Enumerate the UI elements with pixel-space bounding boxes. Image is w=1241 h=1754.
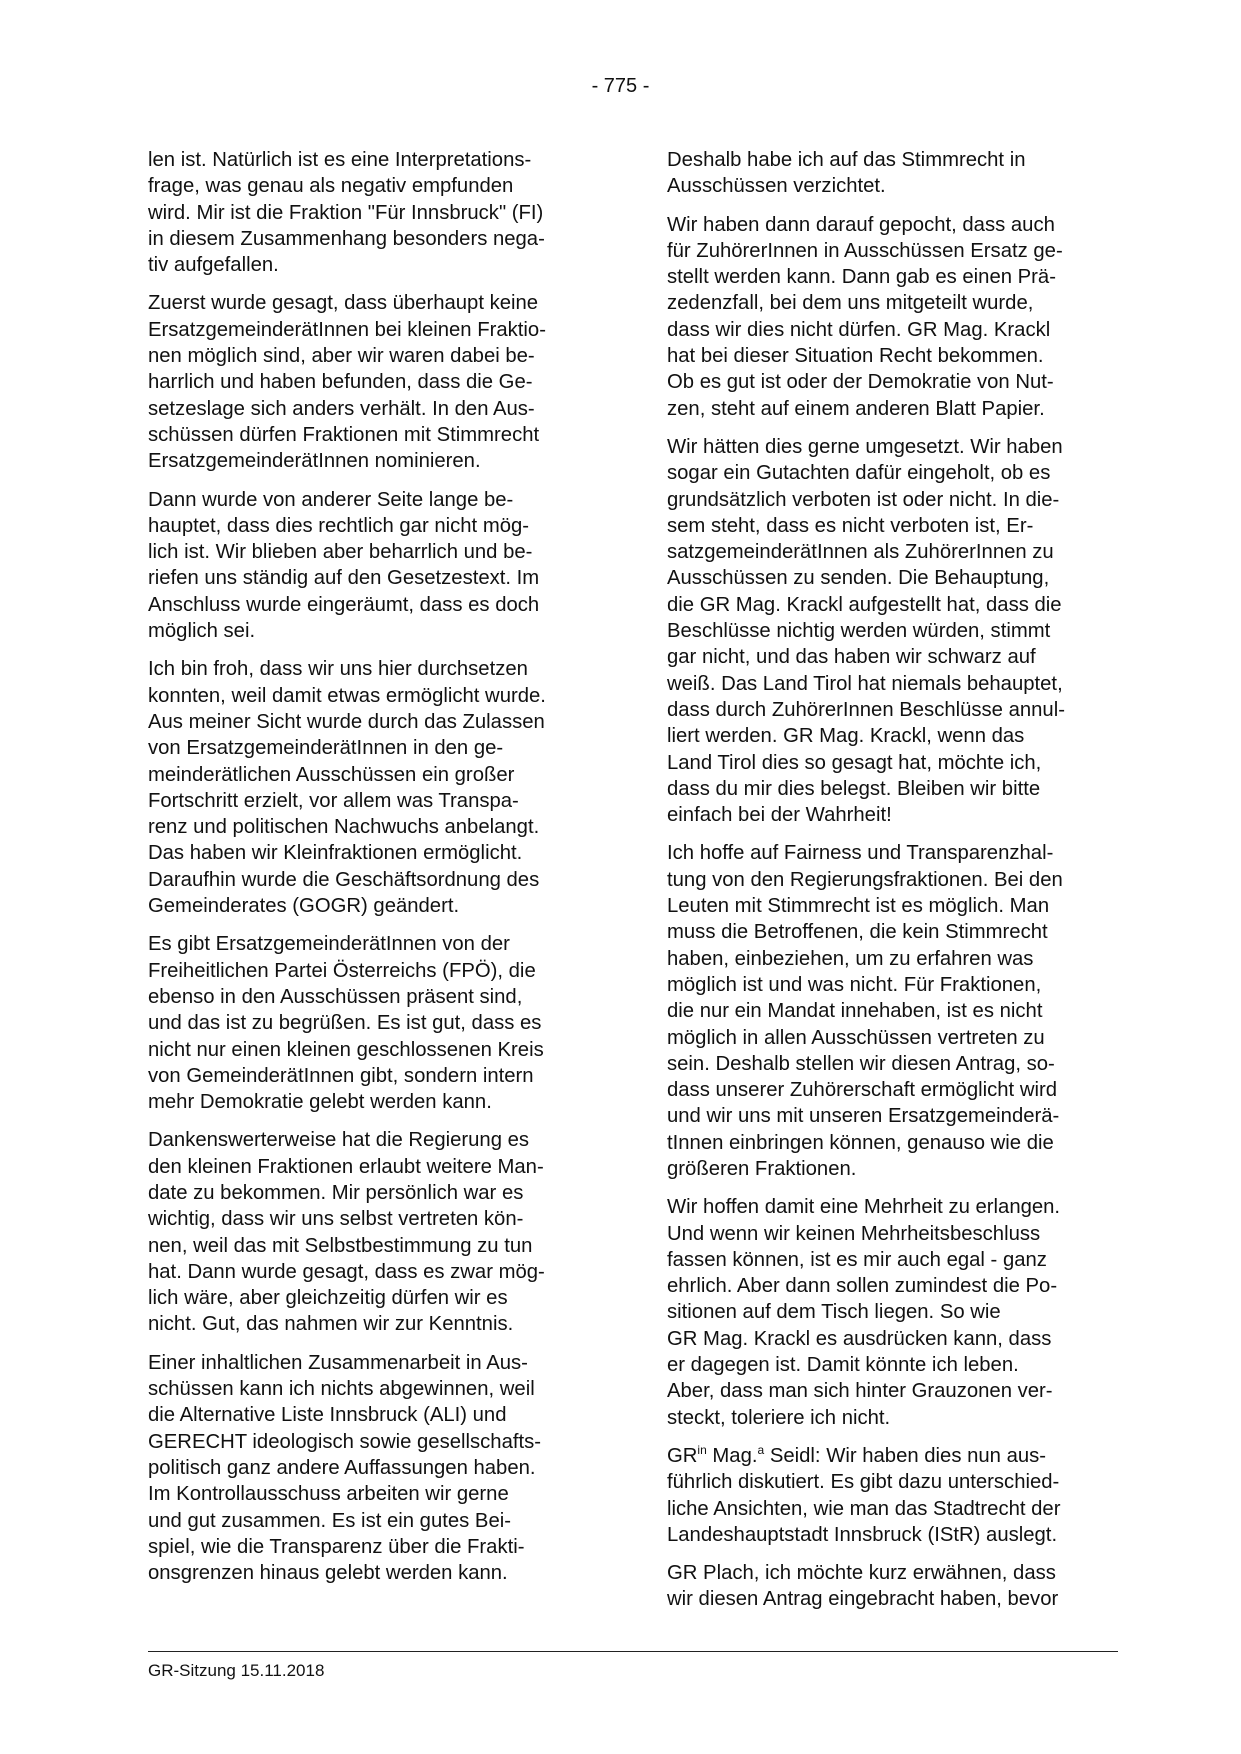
paragraph-line: liert werden. GR Mag. Krackl, wenn das [667,725,1025,748]
right-column [667,147,1112,1625]
paragraph-line: und das ist zu begrüßen. Es ist gut, dass es [148,1012,542,1035]
paragraph-line: die Alternative Liste Innsbruck (ALI) und [148,1404,507,1427]
footer-text: GR-Sitzung 15.11.2018 [148,1661,325,1680]
paragraph-line: Ich bin froh, dass wir uns hier durchsetzen [148,658,528,681]
paragraph-line: wichtig, dass wir uns selbst vertreten kön- [148,1208,524,1231]
paragraph-line: nicht. Gut, das nahmen wir zur Kenntnis. [148,1313,514,1336]
paragraph-line: Land Tirol dies so gesagt hat, möchte ich, [667,751,1042,774]
paragraph-line: Und wenn wir keinen Mehrheitsbeschluss [667,1222,1041,1245]
paragraph-line: setzeslage sich anders verhält. In den Aus- [148,397,535,420]
paragraph-line: in diesem Zusammenhang besonders nega- [148,227,545,250]
paragraph-line: frage, was genau als negativ empfunden [148,175,514,198]
paragraph-line: Einer inhaltlichen Zusammenarbeit in Aus- [148,1351,528,1374]
paragraph [667,147,1112,200]
paragraph [667,1194,1112,1431]
paragraph-line: größeren Fraktionen. [667,1157,857,1180]
paragraph-line: Wir hoffen damit eine Mehrheit zu erlangen. [667,1196,1061,1219]
paragraph-line: Es gibt ErsatzgemeinderätInnen von der [148,933,510,956]
paragraph-line: wir diesen Antrag eingebracht haben, bevor [667,1588,1059,1611]
left-column [148,147,593,1598]
paragraph-line: ErsatzgemeinderätInnen bei kleinen Fraktio- [148,318,546,341]
paragraph-line: Beschlüsse nichtig werden würden, stimmt [667,620,1051,643]
paragraph-line: tung von den Regierungsfraktionen. Bei den [667,868,1063,891]
paragraph-line: hauptet, dass dies rechtlich gar nicht mög- [148,514,530,537]
paragraph-line: er dagegen ist. Damit könnte ich leben. [667,1354,1019,1377]
paragraph-line: führlich diskutiert. Es gibt dazu unterschied- [667,1471,1060,1494]
paragraph [148,487,593,645]
paragraph-line: Ob es gut ist oder der Demokratie von Nut- [667,371,1054,394]
paragraph-line: tInnen einbringen können, genauso wie die [667,1131,1054,1154]
paragraph-line: sogar ein Gutachten dafür eingeholt, ob es [667,462,1051,485]
paragraph-line: harrlich und haben befunden, dass die Ge- [148,371,533,394]
paragraph [667,212,1112,422]
paragraph-line: date zu bekommen. Mir persönlich war es [148,1181,524,1204]
paragraph-line: hat. Dann wurde gesagt, dass es zwar mög- [148,1260,545,1283]
paragraph-line: sem steht, dass es nicht verboten ist, Er- [667,514,1034,537]
speaker-title-suffix: in [697,1443,707,1458]
footer-divider [148,1651,1118,1652]
paragraph-line: onsgrenzen hinaus gelebt werden kann. [148,1562,508,1585]
paragraph-line: Fortschritt erzielt, vor allem was Transpa- [148,789,519,812]
speaker-degree: Mag. [706,1444,758,1467]
speaker-paragraph [667,1443,1112,1548]
paragraph-line: Anschluss wurde eingeräumt, dass es doch [148,593,540,616]
paragraph-line: wird. Mir ist die Fraktion "Für Innsbruck" (FI) [148,201,544,224]
paragraph-line: stellt werden kann. Dann gab es einen Prä- [667,266,1056,289]
paragraph-line: weiß. Das Land Tirol hat niemals behauptet, [667,672,1063,695]
paragraph-line: Ich hoffe auf Fairness und Transparenzhal- [667,842,1054,865]
paragraph-line: ErsatzgemeinderätInnen nominieren. [148,450,481,473]
paragraph-line: mehr Demokratie gelebt werden kann. [148,1091,492,1114]
paragraph-line: steckt, toleriere ich nicht. [667,1406,891,1429]
paragraph-line: GR Mag. Krackl es ausdrücken kann, dass [667,1327,1052,1350]
paragraph-line: konnten, weil damit etwas ermöglicht wurde. [148,684,546,707]
paragraph-line: meinderätlichen Ausschüssen ein großer [148,763,515,786]
paragraph-line: lich wäre, aber gleichzeitig dürfen wir es [148,1287,508,1310]
paragraph-line: riefen uns ständig auf den Gesetzestext. Im [148,567,540,590]
paragraph-line: möglich in allen Ausschüssen vertreten zu [667,1026,1045,1049]
paragraph-line: muss die Betroffenen, die kein Stimmrecht [667,921,1048,944]
paragraph-line: Leuten mit Stimmrecht ist es möglich. Man [667,895,1050,918]
paragraph-line: für ZuhörerInnen in Ausschüssen Ersatz ge- [667,239,1063,262]
paragraph-line: Dann wurde von anderer Seite lange be- [148,488,514,511]
paragraph-line: die nur ein Mandat innehaben, ist es nicht [667,1000,1043,1023]
paragraph-line: schüssen dürfen Fraktionen mit Stimmrecht [148,423,540,446]
paragraph-line: Das haben wir Kleinfraktionen ermöglicht. [148,842,523,865]
paragraph-line: von ErsatzgemeinderätInnen in den ge- [148,737,504,760]
paragraph-line: zedenzfall, bei dem uns mitgeteilt wurde, [667,292,1034,315]
paragraph [148,290,593,474]
last-paragraph [667,1560,1112,1613]
speaker-text-start: : Wir haben dies nun aus- [814,1444,1047,1467]
paragraph-line: nicht nur einen kleinen geschlossenen Kreis [148,1038,544,1061]
paragraph-line: den kleinen Fraktionen erlaubt weitere Man- [148,1155,544,1178]
paragraph-line: Im Kontrollausschuss arbeiten wir gerne [148,1483,509,1506]
paragraph-line: Deshalb habe ich auf das Stimmrecht in [667,149,1026,171]
paragraph [148,147,593,278]
paragraph-line: satzgemeinderätInnen als ZuhörerInnen zu [667,541,1054,564]
paragraph-line: tiv aufgefallen. [148,254,279,277]
paragraph-line: möglich ist und was nicht. Für Fraktionen, [667,973,1042,996]
speaker-title: GR [667,1444,698,1467]
paragraph [667,840,1112,1182]
paragraph-line: Ausschüssen zu senden. Die Behauptung, [667,567,1050,590]
paragraph-line: von GemeinderätInnen gibt, sondern intern [148,1064,534,1087]
paragraph [148,931,593,1115]
paragraph [148,656,593,919]
paragraph-line: Zuerst wurde gesagt, dass überhaupt keine [148,292,539,315]
paragraph [667,434,1112,828]
paragraph-line: Landeshauptstadt Innsbruck (IStR) auslegt. [667,1523,1058,1546]
paragraph-line: GERECHT ideologisch sowie gesellschafts- [148,1430,542,1453]
paragraph-line: die GR Mag. Krackl aufgestellt hat, dass die [667,593,1062,616]
paragraph-line: nen möglich sind, aber wir waren dabei be- [148,345,535,368]
paragraph-line: dass wir dies nicht dürfen. GR Mag. Krackl [667,318,1051,341]
paragraph-line: einfach bei der Wahrheit! [667,804,892,827]
paragraph-line: renz und politischen Nachwuchs anbelangt. [148,816,540,839]
paragraph-line: und gut zusammen. Es ist ein gutes Bei- [148,1509,511,1532]
paragraph-line: schüssen kann ich nichts abgewinnen, weil [148,1378,535,1401]
paragraph-line: politisch ganz andere Auffassungen haben. [148,1456,536,1479]
speaker-name: Seidl [764,1444,815,1467]
paragraph-line: Wir haben dann darauf gepocht, dass auch [667,213,1055,236]
paragraph-line: Gemeinderates (GOGR) geändert. [148,895,460,918]
paragraph-line: fassen können, ist es mir auch egal - ganz [667,1248,1047,1271]
paragraph-line: Daraufhin wurde die Geschäftsordnung des [148,868,540,891]
paragraph-line: Freiheitlichen Partei Österreichs (FPÖ), die [148,959,536,982]
paragraph-line: Aber, dass man sich hinter Grauzonen ver- [667,1380,1053,1403]
paragraph-line: lich ist. Wir blieben aber beharrlich und be- [148,541,533,564]
paragraph-line: haben, einbeziehen, um zu erfahren was [667,947,1034,970]
paragraph-line: spiel, wie die Transparenz über die Frakti- [148,1535,525,1558]
paragraph-line: dass unserer Zuhörerschaft ermöglicht wird [667,1079,1058,1102]
page-number: - 775 - [591,75,650,97]
paragraph-line: dass du mir dies belegst. Bleiben wir bitte [667,777,1041,800]
paragraph-line: Wir hätten dies gerne umgesetzt. Wir haben [667,435,1063,458]
paragraph-line: Aus meiner Sicht wurde durch das Zulassen [148,710,545,733]
paragraph-line: zen, steht auf einem anderen Blatt Papier. [667,397,1045,420]
paragraph-line: liche Ansichten, wie man das Stadtrecht der [667,1497,1061,1520]
paragraph-line: nen, weil das mit Selbstbestimmung zu tun [148,1234,533,1257]
paragraph [148,1350,593,1587]
paragraph-line: sein. Deshalb stellen wir diesen Antrag, so- [667,1052,1055,1075]
paragraph-line: len ist. Natürlich ist es eine Interpretations- [148,149,532,171]
paragraph-line: dass durch ZuhörerInnen Beschlüsse annul- [667,698,1065,721]
speaker-degree-suffix: a [757,1443,765,1458]
paragraph-line: gar nicht, und das haben wir schwarz auf [667,646,1036,669]
paragraph-line: sitionen auf dem Tisch liegen. So wie [667,1301,1001,1324]
paragraph-line: Ausschüssen verzichtet. [667,175,886,198]
paragraph [148,1127,593,1337]
paragraph-line: hat bei dieser Situation Recht bekommen. [667,345,1044,368]
paragraph-line: GR Plach, ich möchte kurz erwähnen, dass [667,1562,1056,1585]
speaker-line [667,1443,1112,1469]
paragraph-line: grundsätzlich verboten ist oder nicht. In die- [667,488,1060,511]
paragraph-line: und wir uns mit unseren Ersatzgemeinderä- [667,1105,1060,1128]
paragraph-line: Dankenswerterweise hat die Regierung es [148,1129,530,1152]
paragraph-line: möglich sei. [148,620,256,643]
paragraph-line: ehrlich. Aber dann sollen zumindest die Po- [667,1275,1058,1298]
paragraph-line: ebenso in den Ausschüssen präsent sind, [148,985,523,1008]
